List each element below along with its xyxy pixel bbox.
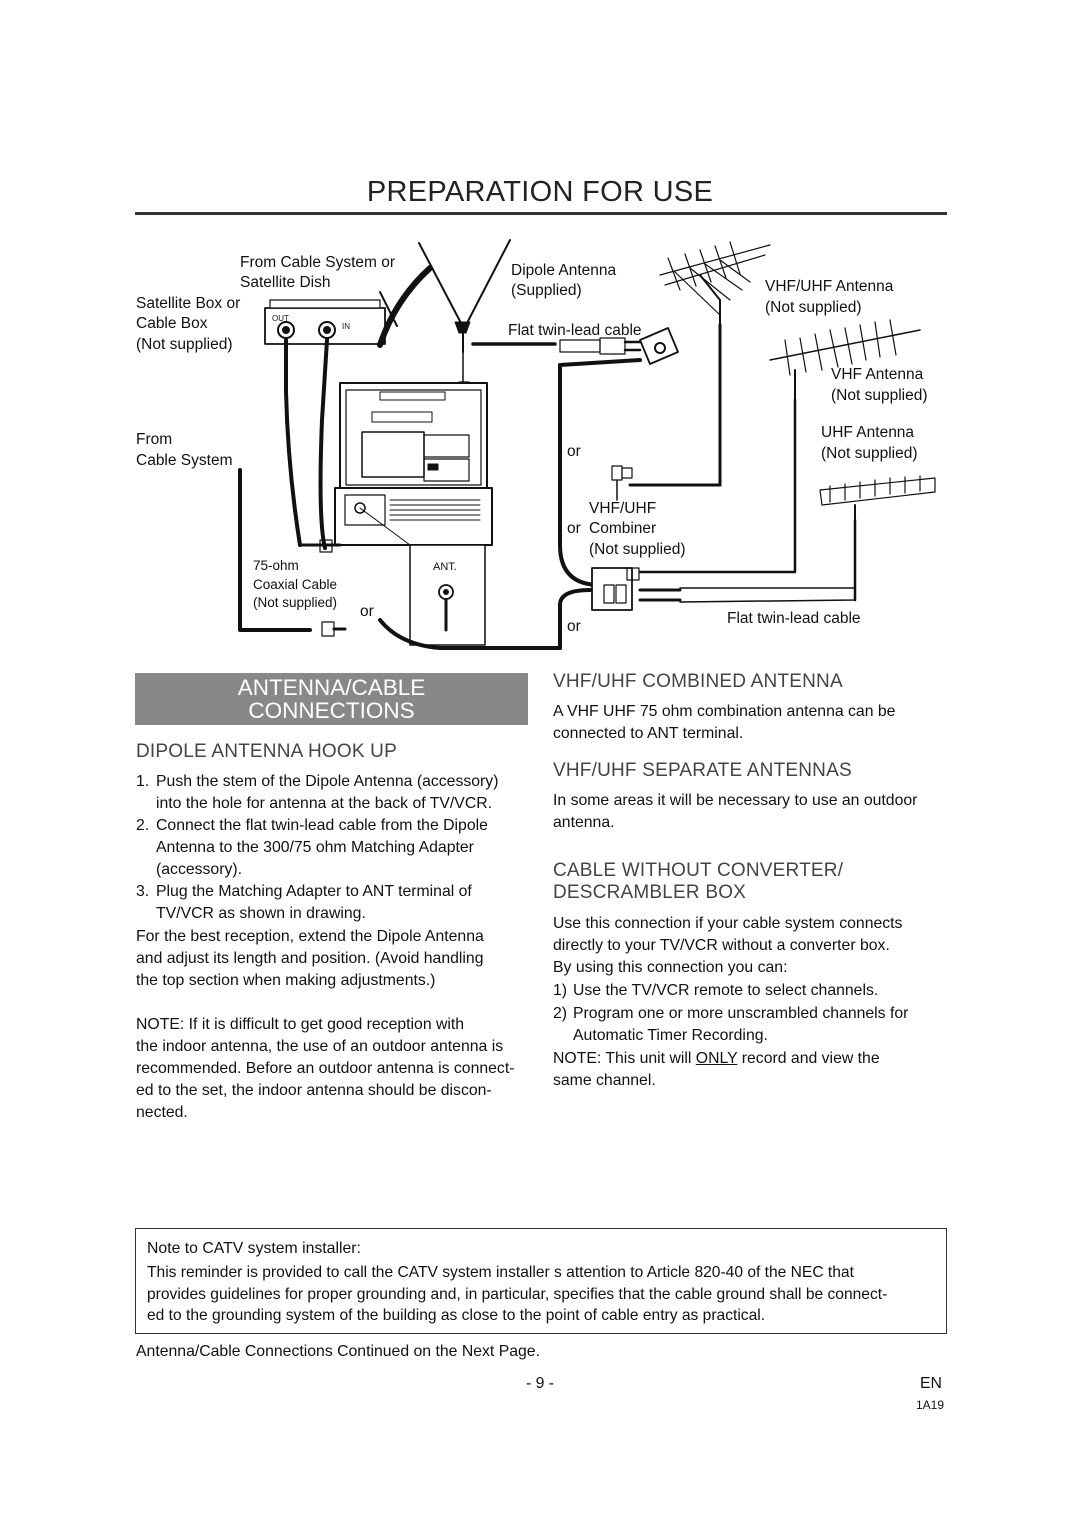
label-uhf-antenna: UHF Antenna xyxy=(821,424,915,441)
label-not-supplied: (Not supplied) xyxy=(765,299,862,316)
page-title: PREPARATION FOR USE xyxy=(366,176,714,208)
section-banner xyxy=(135,673,528,725)
label-out: OUT xyxy=(272,314,289,323)
tv-vcr-icon xyxy=(335,383,492,545)
label-combiner: Combiner xyxy=(589,520,657,537)
combined-text xyxy=(553,701,953,745)
note-prefix: NOTE: This unit will xyxy=(553,1050,696,1067)
label-cable-box: Cable Box xyxy=(136,315,208,332)
language-code: EN xyxy=(920,1375,942,1392)
cable-heading-line2: DESCRAMBLER BOX xyxy=(553,882,747,903)
uhf-antenna-icon xyxy=(820,476,935,600)
text-line: A VHF UHF 75 ohm combination antenna can be xyxy=(553,703,896,720)
label-not-supplied: (Not supplied) xyxy=(821,445,918,462)
item-text: Use the TV/VCR remote to select channels. xyxy=(573,982,879,999)
label-not-supplied: (Not supplied) xyxy=(589,541,686,558)
dipole-note xyxy=(136,1014,566,1124)
label-cable-system: Cable System xyxy=(136,452,233,469)
item-text: Program one or more unscrambled channels for xyxy=(573,1005,909,1022)
separate-text xyxy=(553,790,953,834)
text-line: By using this connection you can: xyxy=(553,959,788,976)
separate-heading: VHF/UHF SEPARATE ANTENNAS xyxy=(553,760,852,781)
dipole-heading: DIPOLE ANTENNA HOOK UP xyxy=(136,741,397,762)
text-line: the indoor antenna, the use of an outdoor antenna is xyxy=(136,1038,504,1055)
note-suffix: record and view the xyxy=(737,1050,880,1067)
item-number: 2) xyxy=(553,1005,568,1022)
banner-line: ANTENNA/CABLE xyxy=(237,675,426,700)
label-vhf-uhf: VHF/UHF xyxy=(589,500,657,517)
text-line: and adjust its length and position. (Avoid handling xyxy=(136,950,484,967)
catv-note-title: Note to CATV system installer: xyxy=(147,1240,361,1257)
page-number: - 9 - xyxy=(525,1375,555,1392)
step-text: TV/VCR as shown in drawing. xyxy=(156,905,366,922)
dipole-best-reception xyxy=(136,926,556,992)
combiner-icon xyxy=(592,568,639,610)
label-or: or xyxy=(567,520,581,537)
step-text: Connect the flat twin-lead cable from the Dipole xyxy=(156,817,488,834)
step-text: (accessory). xyxy=(156,861,243,878)
text-line: This reminder is provided to call the CATV system installer s attention to Article 820-40 of the NEC that xyxy=(147,1264,854,1281)
doc-code: 1A19 xyxy=(916,1398,945,1412)
item-text: Automatic Timer Recording. xyxy=(573,1027,768,1044)
dipole-step-3 xyxy=(136,881,556,925)
catv-note-text xyxy=(147,1262,947,1327)
text-line: provides guidelines for proper grounding and, in particular, specifies that the cable ground shall be connect- xyxy=(147,1285,888,1303)
label-coaxial-cable: Coaxial Cable xyxy=(253,577,338,592)
label-or: or xyxy=(567,618,581,635)
dipole-step-2 xyxy=(136,815,556,881)
text-line: the top section when making adjustments.) xyxy=(136,972,436,989)
text-line: directly to your TV/VCR without a converter box. xyxy=(553,937,890,954)
text-line: antenna. xyxy=(553,814,615,831)
label-from-cable-system-or: From Cable System or xyxy=(240,254,396,271)
label-vhf-antenna: VHF Antenna xyxy=(831,366,924,383)
label-supplied: (Supplied) xyxy=(511,282,582,299)
dipole-antenna-icon xyxy=(419,240,510,392)
label-satellite-dish: Satellite Dish xyxy=(240,274,331,291)
combined-heading: VHF/UHF COMBINED ANTENNA xyxy=(553,671,843,692)
step-number: 1. xyxy=(136,773,150,790)
step-text: Antenna to the 300/75 ohm Matching Adapter xyxy=(156,839,474,856)
label-75-ohm: 75-ohm xyxy=(253,558,299,573)
continued-note: Antenna/Cable Connections Continued on the Next Page. xyxy=(136,1343,540,1360)
cable-heading-line1: CABLE WITHOUT CONVERTER/ xyxy=(553,860,844,881)
banner-line: CONNECTIONS xyxy=(248,698,415,723)
step-number: 2. xyxy=(136,817,150,834)
note-only: ONLY xyxy=(695,1050,738,1067)
label-or: or xyxy=(360,603,374,620)
text-line: recommended. Before an outdoor antenna is connect- xyxy=(136,1060,515,1077)
label-ant: ANT. xyxy=(433,561,457,573)
text-line: Use this connection if your cable system connects xyxy=(553,915,903,932)
label-satellite-box-or: Satellite Box or xyxy=(136,295,241,312)
label-flat-twin-lead-cable: Flat twin-lead cable xyxy=(508,322,642,339)
step-text: into the hole for antenna at the back of TV/VCR. xyxy=(156,795,493,812)
label-not-supplied: (Not supplied) xyxy=(253,595,338,610)
cable-note xyxy=(553,1048,973,1092)
label-not-supplied: (Not supplied) xyxy=(136,336,233,353)
label-vhf-uhf-antenna: VHF/UHF Antenna xyxy=(765,278,894,295)
cable-item-2 xyxy=(553,1003,973,1047)
step-text: Plug the Matching Adapter to ANT terminal of xyxy=(156,883,472,900)
cable-item-1 xyxy=(553,980,953,1002)
step-text: Push the stem of the Dipole Antenna (accessory) xyxy=(156,773,499,790)
dipole-step-1 xyxy=(136,771,556,815)
label-flat-twin-lead-cable: Flat twin-lead cable xyxy=(727,610,861,627)
item-number: 1) xyxy=(553,982,568,999)
text-line: nected. xyxy=(136,1104,188,1121)
label-not-supplied: (Not supplied) xyxy=(831,387,928,404)
note-line: same channel. xyxy=(553,1072,656,1089)
text-line: connected to ANT terminal. xyxy=(553,725,744,742)
step-number: 3. xyxy=(136,883,150,900)
label-in: IN xyxy=(342,322,350,331)
text-line: For the best reception, extend the Dipole Antenna xyxy=(136,928,484,945)
text-line: ed to the set, the indoor antenna should be discon- xyxy=(136,1082,492,1099)
text-line: In some areas it will be necessary to use an outdoor xyxy=(553,792,918,809)
label-or: or xyxy=(567,443,581,460)
cable-text xyxy=(553,913,953,979)
text-line: ed to the grounding system of the building as close to the point of cable entry as practical. xyxy=(147,1307,766,1324)
label-from: From xyxy=(136,431,173,448)
label-dipole-antenna: Dipole Antenna xyxy=(511,262,617,279)
text-line: NOTE: If it is difficult to get good reception with xyxy=(136,1016,465,1033)
